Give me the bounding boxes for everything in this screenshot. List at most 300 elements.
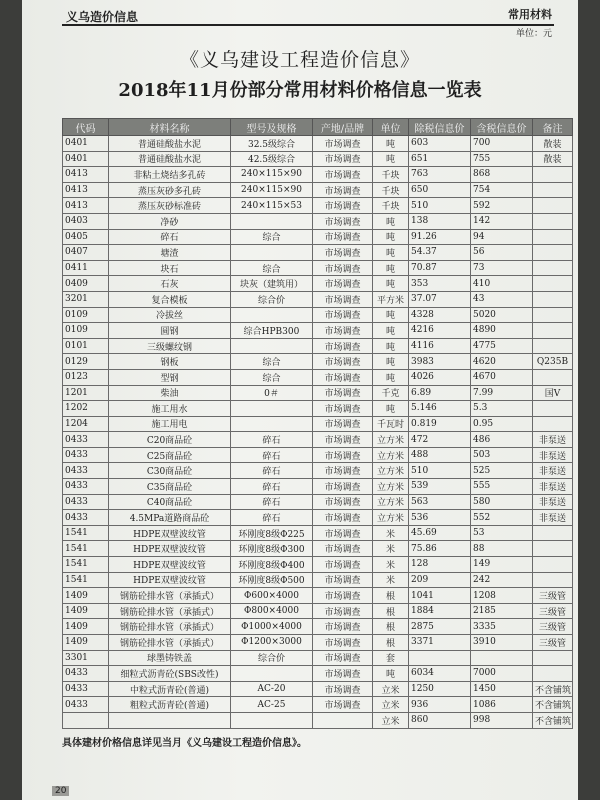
spec-cell: Φ1000×4000 xyxy=(231,619,313,635)
material-name-cell: 非粘土烧结多孔砖 xyxy=(109,167,231,183)
price-incl-tax-cell: 73 xyxy=(471,260,533,276)
spec-cell: 综合价 xyxy=(231,291,313,307)
page-title: 《义乌建设工程造价信息》 xyxy=(179,49,420,71)
table-row xyxy=(63,712,573,728)
price-table xyxy=(62,118,573,729)
unit-cell: 吨 xyxy=(373,276,409,292)
unit-cell: 平方米 xyxy=(373,291,409,307)
source-cell: 市场调查 xyxy=(313,635,373,651)
table-row xyxy=(63,447,573,463)
price-excl-tax-cell: 510 xyxy=(409,198,471,214)
spec-cell: 综合 xyxy=(231,260,313,276)
remark-cell: 散装 xyxy=(533,151,573,167)
table-row xyxy=(63,291,573,307)
table-row xyxy=(63,229,573,245)
spec-cell: 综合 xyxy=(231,229,313,245)
remark-cell: Q235B xyxy=(533,354,573,370)
source-cell: 市场调查 xyxy=(313,369,373,385)
material-name-cell: 碎石 xyxy=(109,229,231,245)
table-row xyxy=(63,697,573,713)
unit-cell: 立米 xyxy=(373,712,409,728)
material-code-cell: 0101 xyxy=(63,338,109,354)
table-row xyxy=(63,541,573,557)
spec-cell: 综合价 xyxy=(231,650,313,666)
section-label: 常用材料 xyxy=(508,8,552,21)
remark-cell xyxy=(533,557,573,573)
spec-cell xyxy=(231,666,313,682)
material-code-cell: 0411 xyxy=(63,260,109,276)
price-incl-tax-cell xyxy=(471,650,533,666)
material-code-cell: 0407 xyxy=(63,245,109,261)
remark-cell xyxy=(533,167,573,183)
material-code-cell: 0129 xyxy=(63,354,109,370)
price-excl-tax-cell: 510 xyxy=(409,463,471,479)
price-incl-tax-cell: 142 xyxy=(471,213,533,229)
remark-cell: 非泵送 xyxy=(533,447,573,463)
table-row xyxy=(63,245,573,261)
material-name-cell: 钢筋砼排水管（承插式） xyxy=(109,603,231,619)
price-incl-tax-cell: 4775 xyxy=(471,338,533,354)
price-incl-tax-cell: 43 xyxy=(471,291,533,307)
price-excl-tax-cell: 6.89 xyxy=(409,385,471,401)
material-name-cell: 钢板 xyxy=(109,354,231,370)
spec-cell: 块灰（建筑用） xyxy=(231,276,313,292)
source-cell: 市场调查 xyxy=(313,307,373,323)
table-row xyxy=(63,479,573,495)
price-incl-tax-cell: 998 xyxy=(471,712,533,728)
source-cell: 市场调查 xyxy=(313,151,373,167)
table-row xyxy=(63,635,573,651)
price-excl-tax-cell: 4328 xyxy=(409,307,471,323)
price-incl-tax-cell: 525 xyxy=(471,463,533,479)
remark-cell xyxy=(533,182,573,198)
price-incl-tax-cell: 4620 xyxy=(471,354,533,370)
material-code-cell: 0409 xyxy=(63,276,109,292)
price-excl-tax-cell: 651 xyxy=(409,151,471,167)
material-code-cell: 1201 xyxy=(63,385,109,401)
table-row xyxy=(63,354,573,370)
remark-cell xyxy=(533,525,573,541)
material-name-cell: 圆钢 xyxy=(109,323,231,339)
source-cell: 市场调查 xyxy=(313,525,373,541)
price-excl-tax-cell: 91.26 xyxy=(409,229,471,245)
price-incl-tax-cell: 7000 xyxy=(471,666,533,682)
price-excl-tax-cell: 75.86 xyxy=(409,541,471,557)
material-name-cell: 细粒式沥青砼(SBS改性) xyxy=(109,666,231,682)
column-header: 含税信息价 xyxy=(471,119,533,136)
unit-cell: 立方米 xyxy=(373,494,409,510)
table-row xyxy=(63,182,573,198)
source-cell: 市场调查 xyxy=(313,401,373,417)
unit-cell: 吨 xyxy=(373,245,409,261)
source-cell: 市场调查 xyxy=(313,432,373,448)
remark-cell: 国Ⅴ xyxy=(533,385,573,401)
table-row xyxy=(63,136,573,152)
remark-cell xyxy=(533,198,573,214)
table-body xyxy=(63,136,573,729)
table-row xyxy=(63,338,573,354)
remark-cell: 非泵送 xyxy=(533,432,573,448)
material-code-cell: 1541 xyxy=(63,572,109,588)
price-excl-tax-cell: 2875 xyxy=(409,619,471,635)
material-name-cell xyxy=(109,712,231,728)
price-excl-tax-cell: 54.37 xyxy=(409,245,471,261)
spec-cell xyxy=(231,307,313,323)
unit-cell: 立方米 xyxy=(373,432,409,448)
material-code-cell: 0109 xyxy=(63,307,109,323)
unit-cell: 吨 xyxy=(373,151,409,167)
source-cell: 市场调查 xyxy=(313,650,373,666)
table-row xyxy=(63,681,573,697)
unit-cell: 千块 xyxy=(373,167,409,183)
price-incl-tax-cell: 242 xyxy=(471,572,533,588)
table-header-row xyxy=(63,119,573,136)
price-excl-tax-cell xyxy=(409,650,471,666)
remark-cell: 三级管 xyxy=(533,619,573,635)
remark-cell xyxy=(533,213,573,229)
material-name-cell: 粗粒式沥青砼(普通) xyxy=(109,697,231,713)
price-incl-tax-cell: 754 xyxy=(471,182,533,198)
table-row xyxy=(63,510,573,526)
price-incl-tax-cell: 5020 xyxy=(471,307,533,323)
material-code-cell: 0109 xyxy=(63,323,109,339)
spec-cell: 42.5级综合 xyxy=(231,151,313,167)
unit-cell: 立方米 xyxy=(373,463,409,479)
source-cell: 市场调查 xyxy=(313,385,373,401)
remark-cell: 非泵送 xyxy=(533,479,573,495)
unit-cell: 吨 xyxy=(373,401,409,417)
unit-cell: 米 xyxy=(373,557,409,573)
source-cell: 市场调查 xyxy=(313,510,373,526)
source-cell: 市场调查 xyxy=(313,494,373,510)
source-cell: 市场调查 xyxy=(313,447,373,463)
price-incl-tax-cell: 5.3 xyxy=(471,401,533,417)
material-name-cell: HDPE双壁波纹管 xyxy=(109,525,231,541)
source-cell: 市场调查 xyxy=(313,479,373,495)
material-code-cell: 1204 xyxy=(63,416,109,432)
material-name-cell: 块石 xyxy=(109,260,231,276)
material-name-cell: C30商品砼 xyxy=(109,463,231,479)
source-cell: 市场调查 xyxy=(313,666,373,682)
column-header: 代码 xyxy=(63,119,109,136)
source-cell: 市场调查 xyxy=(313,182,373,198)
material-name-cell: 净砂 xyxy=(109,213,231,229)
unit-cell: 吨 xyxy=(373,213,409,229)
material-code-cell: 1202 xyxy=(63,401,109,417)
unit-cell: 立方米 xyxy=(373,447,409,463)
source-cell: 市场调查 xyxy=(313,291,373,307)
spec-cell xyxy=(231,401,313,417)
price-incl-tax-cell: 503 xyxy=(471,447,533,463)
price-excl-tax-cell: 3983 xyxy=(409,354,471,370)
remark-cell xyxy=(533,666,573,682)
unit-cell: 立方米 xyxy=(373,510,409,526)
spec-cell: 碎石 xyxy=(231,447,313,463)
unit-cell: 立方米 xyxy=(373,479,409,495)
price-excl-tax-cell: 563 xyxy=(409,494,471,510)
price-incl-tax-cell: 4890 xyxy=(471,323,533,339)
material-name-cell: 钢筋砼排水管（承插式） xyxy=(109,588,231,604)
spec-cell xyxy=(231,245,313,261)
material-name-cell: 普通硅酸盐水泥 xyxy=(109,136,231,152)
unit-cell: 套 xyxy=(373,650,409,666)
material-code-cell: 0401 xyxy=(63,136,109,152)
price-excl-tax-cell: 128 xyxy=(409,557,471,573)
source-cell: 市场调查 xyxy=(313,167,373,183)
material-code-cell: 0433 xyxy=(63,463,109,479)
material-name-cell: 蒸压灰砂多孔砖 xyxy=(109,182,231,198)
source-cell: 市场调查 xyxy=(313,463,373,479)
unit-cell: 千块 xyxy=(373,182,409,198)
material-name-cell: 塘渣 xyxy=(109,245,231,261)
remark-cell xyxy=(533,245,573,261)
price-excl-tax-cell: 650 xyxy=(409,182,471,198)
material-name-cell: 柴油 xyxy=(109,385,231,401)
document-page xyxy=(22,0,578,800)
unit-cell: 根 xyxy=(373,619,409,635)
material-code-cell: 0123 xyxy=(63,369,109,385)
source-cell: 市场调查 xyxy=(313,541,373,557)
remark-cell xyxy=(533,401,573,417)
price-incl-tax-cell: 3910 xyxy=(471,635,533,651)
remark-cell xyxy=(533,276,573,292)
unit-cell: 吨 xyxy=(373,338,409,354)
unit-cell: 根 xyxy=(373,603,409,619)
unit-cell: 根 xyxy=(373,588,409,604)
remark-cell xyxy=(533,291,573,307)
source-cell: 市场调查 xyxy=(313,338,373,354)
price-excl-tax-cell: 539 xyxy=(409,479,471,495)
price-excl-tax-cell: 488 xyxy=(409,447,471,463)
material-code-cell xyxy=(63,712,109,728)
remark-cell xyxy=(533,416,573,432)
material-name-cell: 蒸压灰砂标准砖 xyxy=(109,198,231,214)
remark-cell xyxy=(533,338,573,354)
price-excl-tax-cell: 936 xyxy=(409,697,471,713)
price-incl-tax-cell: 580 xyxy=(471,494,533,510)
price-excl-tax-cell: 0.819 xyxy=(409,416,471,432)
remark-cell: 不含铺筑 xyxy=(533,681,573,697)
material-code-cell: 0433 xyxy=(63,681,109,697)
price-excl-tax-cell: 763 xyxy=(409,167,471,183)
source-cell xyxy=(313,712,373,728)
unit-cell: 吨 xyxy=(373,323,409,339)
price-incl-tax-cell: 868 xyxy=(471,167,533,183)
spec-cell: 环刚度8级Φ500 xyxy=(231,572,313,588)
price-incl-tax-cell: 0.95 xyxy=(471,416,533,432)
source-cell: 市场调查 xyxy=(313,198,373,214)
table-row xyxy=(63,666,573,682)
price-incl-tax-cell: 149 xyxy=(471,557,533,573)
spec-cell: 碎石 xyxy=(231,463,313,479)
column-header: 单位 xyxy=(373,119,409,136)
spec-cell xyxy=(231,213,313,229)
price-incl-tax-cell: 552 xyxy=(471,510,533,526)
remark-cell xyxy=(533,650,573,666)
spec-cell: 碎石 xyxy=(231,432,313,448)
remark-cell xyxy=(533,541,573,557)
column-header: 产地/品牌 xyxy=(313,119,373,136)
unit-cell: 米 xyxy=(373,572,409,588)
unit-label: 单位：元 xyxy=(515,29,552,39)
price-excl-tax-cell: 4216 xyxy=(409,323,471,339)
spec-cell: Φ800×4000 xyxy=(231,603,313,619)
source-cell: 市场调查 xyxy=(313,260,373,276)
material-code-cell: 0401 xyxy=(63,151,109,167)
table-row xyxy=(63,401,573,417)
table-row xyxy=(63,603,573,619)
remark-cell xyxy=(533,229,573,245)
remark-cell: 三级管 xyxy=(533,588,573,604)
material-code-cell: 0413 xyxy=(63,198,109,214)
spec-cell: 综合HPB300 xyxy=(231,323,313,339)
price-excl-tax-cell: 536 xyxy=(409,510,471,526)
spec-cell: 0＃ xyxy=(231,385,313,401)
unit-cell: 吨 xyxy=(373,369,409,385)
price-incl-tax-cell: 7.99 xyxy=(471,385,533,401)
material-name-cell: C25商品砼 xyxy=(109,447,231,463)
source-cell: 市场调查 xyxy=(313,323,373,339)
remark-cell: 非泵送 xyxy=(533,463,573,479)
table-row xyxy=(63,385,573,401)
material-name-cell: 三级螺纹钢 xyxy=(109,338,231,354)
price-incl-tax-cell: 88 xyxy=(471,541,533,557)
material-code-cell: 0413 xyxy=(63,167,109,183)
material-code-cell: 0433 xyxy=(63,666,109,682)
material-code-cell: 1409 xyxy=(63,635,109,651)
material-name-cell: 4.5MPa道路商品砼 xyxy=(109,510,231,526)
price-incl-tax-cell: 4670 xyxy=(471,369,533,385)
material-name-cell: 复合模板 xyxy=(109,291,231,307)
table-row xyxy=(63,260,573,276)
table-row xyxy=(63,619,573,635)
material-name-cell: HDPE双壁波纹管 xyxy=(109,572,231,588)
spec-cell xyxy=(231,712,313,728)
material-code-cell: 0405 xyxy=(63,229,109,245)
material-code-cell: 1541 xyxy=(63,525,109,541)
price-excl-tax-cell: 6034 xyxy=(409,666,471,682)
table-row xyxy=(63,307,573,323)
material-code-cell: 1409 xyxy=(63,588,109,604)
spec-cell: 碎石 xyxy=(231,510,313,526)
remark-cell: 非泵送 xyxy=(533,510,573,526)
price-excl-tax-cell: 1041 xyxy=(409,588,471,604)
spec-cell: 240×115×90 xyxy=(231,167,313,183)
spec-cell: Φ600×4000 xyxy=(231,588,313,604)
price-incl-tax-cell: 56 xyxy=(471,245,533,261)
table-row xyxy=(63,323,573,339)
price-excl-tax-cell: 45.69 xyxy=(409,525,471,541)
source-cell: 市场调查 xyxy=(313,588,373,604)
price-excl-tax-cell: 1884 xyxy=(409,603,471,619)
unit-cell: 千块 xyxy=(373,198,409,214)
material-code-cell: 0403 xyxy=(63,213,109,229)
source-cell: 市场调查 xyxy=(313,603,373,619)
material-code-cell: 0433 xyxy=(63,479,109,495)
material-name-cell: C35商品砼 xyxy=(109,479,231,495)
price-excl-tax-cell: 138 xyxy=(409,213,471,229)
remark-cell: 散装 xyxy=(533,136,573,152)
table-row xyxy=(63,167,573,183)
table-row xyxy=(63,416,573,432)
price-incl-tax-cell: 486 xyxy=(471,432,533,448)
spec-cell: Φ1200×3000 xyxy=(231,635,313,651)
material-code-cell: 0433 xyxy=(63,432,109,448)
material-name-cell: 施工用水 xyxy=(109,401,231,417)
material-name-cell: C20商品砼 xyxy=(109,432,231,448)
remark-cell xyxy=(533,369,573,385)
table-row xyxy=(63,463,573,479)
price-excl-tax-cell: 472 xyxy=(409,432,471,448)
spec-cell: AC-25 xyxy=(231,697,313,713)
unit-cell: 吨 xyxy=(373,354,409,370)
material-code-cell: 0433 xyxy=(63,447,109,463)
table-row xyxy=(63,213,573,229)
material-name-cell: HDPE双壁波纹管 xyxy=(109,541,231,557)
source-cell: 市场调查 xyxy=(313,557,373,573)
price-incl-tax-cell: 555 xyxy=(471,479,533,495)
table-row xyxy=(63,494,573,510)
material-code-cell: 1541 xyxy=(63,557,109,573)
remark-cell: 三级管 xyxy=(533,635,573,651)
material-code-cell: 1409 xyxy=(63,603,109,619)
spec-cell: 碎石 xyxy=(231,479,313,495)
spec-cell xyxy=(231,416,313,432)
header-rule xyxy=(62,24,554,26)
material-name-cell: 型钢 xyxy=(109,369,231,385)
unit-cell: 千克 xyxy=(373,385,409,401)
price-excl-tax-cell: 3371 xyxy=(409,635,471,651)
column-header: 材料名称 xyxy=(109,119,231,136)
material-name-cell: 普通硅酸盐水泥 xyxy=(109,151,231,167)
table-row xyxy=(63,572,573,588)
price-excl-tax-cell: 70.87 xyxy=(409,260,471,276)
price-incl-tax-cell: 1086 xyxy=(471,697,533,713)
spec-cell: AC-20 xyxy=(231,681,313,697)
footer-note: 具体建材价格信息详见当月《义乌建设工程造价信息》。 xyxy=(62,738,307,749)
material-code-cell: 0433 xyxy=(63,697,109,713)
source-cell: 市场调查 xyxy=(313,136,373,152)
unit-cell: 米 xyxy=(373,525,409,541)
source-cell: 市场调查 xyxy=(313,276,373,292)
material-code-cell: 3201 xyxy=(63,291,109,307)
material-name-cell: 施工用电 xyxy=(109,416,231,432)
source-cell: 市场调查 xyxy=(313,697,373,713)
source-cell: 市场调查 xyxy=(313,619,373,635)
material-name-cell: 冷拔丝 xyxy=(109,307,231,323)
remark-cell xyxy=(533,323,573,339)
table-row xyxy=(63,650,573,666)
unit-cell: 吨 xyxy=(373,260,409,276)
spec-cell: 环刚度8级Φ400 xyxy=(231,557,313,573)
price-excl-tax-cell: 603 xyxy=(409,136,471,152)
material-name-cell: 钢筋砼排水管（承插式） xyxy=(109,635,231,651)
material-code-cell: 3301 xyxy=(63,650,109,666)
spec-cell xyxy=(231,338,313,354)
material-name-cell: 球墨铸铁盖 xyxy=(109,650,231,666)
spec-cell: 碎石 xyxy=(231,494,313,510)
price-excl-tax-cell: 5.146 xyxy=(409,401,471,417)
material-name-cell: 石灰 xyxy=(109,276,231,292)
source-cell: 市场调查 xyxy=(313,681,373,697)
table-row xyxy=(63,525,573,541)
spec-cell: 环刚度8级Φ225 xyxy=(231,525,313,541)
remark-cell: 非泵送 xyxy=(533,494,573,510)
spec-cell: 32.5级综合 xyxy=(231,136,313,152)
material-code-cell: 1541 xyxy=(63,541,109,557)
table-row xyxy=(63,198,573,214)
source-cell: 市场调查 xyxy=(313,416,373,432)
